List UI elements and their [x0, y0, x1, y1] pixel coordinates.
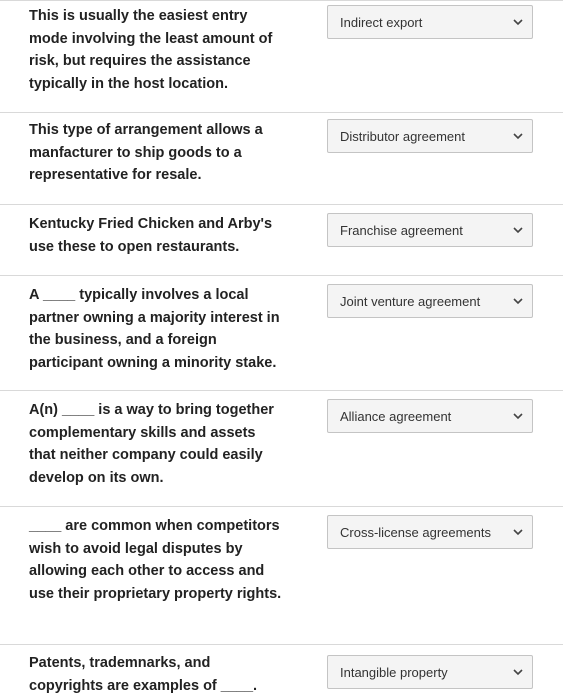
- answer-dropdown-value: Indirect export: [340, 14, 423, 30]
- question-row: [0, 0, 563, 113]
- answer-dropdown[interactable]: [327, 515, 533, 549]
- question-prompt: Patents, trademnarks, and copyrights are examples of ____.: [29, 655, 258, 694]
- question-prompt: A(n) ____ is a way to bring together complementary skills and assets that neither company could easily develop on its own.: [29, 402, 274, 486]
- answer-dropdown-value: Distributor agreement: [340, 128, 465, 144]
- chevron-down-icon: [512, 295, 524, 307]
- question-row: [0, 205, 563, 276]
- answer-dropdown[interactable]: [327, 213, 533, 247]
- answer-dropdown[interactable]: [327, 284, 533, 318]
- question-row: [0, 507, 563, 645]
- question-prompt: A ____ typically involves a local partner owning a majority interest in the business, and a foreign participant owning a minority stake.: [29, 287, 280, 371]
- question-row: [0, 113, 563, 205]
- question-row: [0, 645, 563, 699]
- question-prompt: This type of arrangement allows a manfacturer to ship goods to a representative for resale.: [29, 122, 263, 184]
- answer-dropdown[interactable]: [327, 655, 533, 689]
- chevron-down-icon: [512, 526, 524, 538]
- question-prompt: This is usually the easiest entry mode involving the least amount of risk, but requires the assistance typically in the host location.: [29, 8, 273, 92]
- chevron-down-icon: [512, 224, 524, 236]
- question-row: [0, 276, 563, 391]
- question-prompt: ____ are common when competitors wish to avoid legal disputes by allowing each other to access and use their proprietary property rights.: [29, 518, 282, 602]
- answer-dropdown-value: Franchise agreement: [340, 222, 463, 238]
- answer-dropdown[interactable]: [327, 5, 533, 39]
- chevron-down-icon: [512, 410, 524, 422]
- answer-dropdown-value: Joint venture agreement: [340, 293, 481, 309]
- question-prompt: Kentucky Fried Chicken and Arby's use these to open restaurants.: [29, 216, 273, 255]
- chevron-down-icon: [512, 16, 524, 28]
- answer-dropdown[interactable]: [327, 119, 533, 153]
- question-row: [0, 391, 563, 507]
- answer-dropdown-value: Alliance agreement: [340, 408, 452, 424]
- answer-dropdown[interactable]: [327, 399, 533, 433]
- chevron-down-icon: [512, 666, 524, 678]
- answer-dropdown-value: Cross-license agreements: [340, 524, 492, 540]
- answer-dropdown-value: Intangible property: [340, 664, 448, 680]
- chevron-down-icon: [512, 130, 524, 142]
